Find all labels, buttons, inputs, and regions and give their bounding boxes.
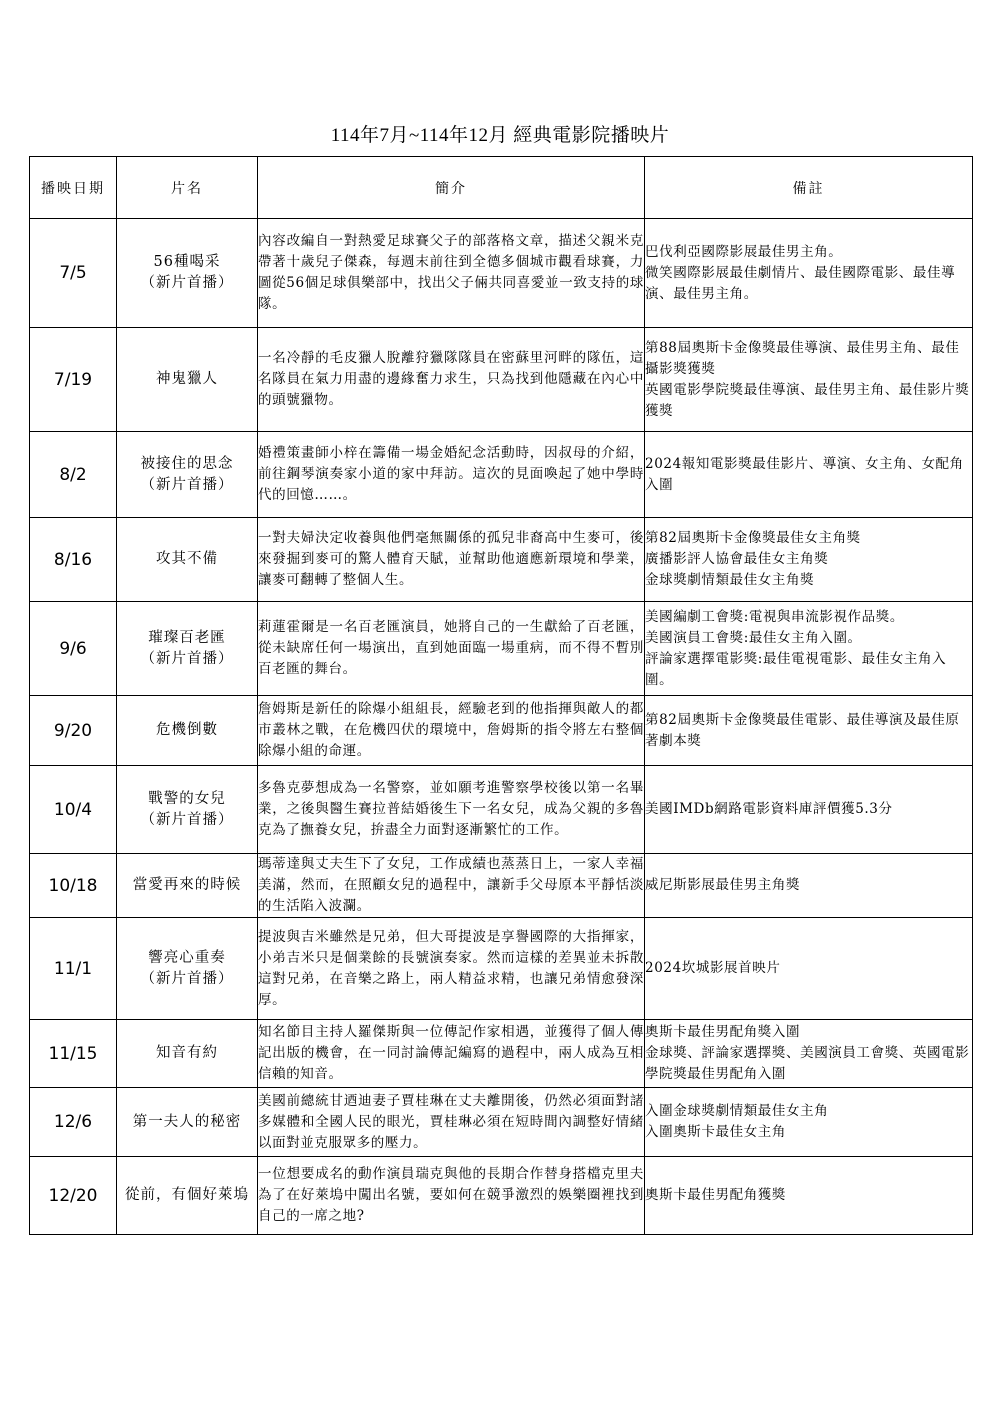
film-title: 響亮心重奏 xyxy=(148,949,226,966)
header-film: 片名 xyxy=(117,157,258,219)
table-header-row xyxy=(30,157,973,219)
screening-date: 11/1 xyxy=(30,918,117,1020)
film-synopsis: 一對夫婦決定收養與他們毫無關係的孤兒非裔高中生麥可，後來發掘到麥可的驚人體育天賦，並幫助他適應新環境和學業，讓麥可翻轉了整個人生。 xyxy=(258,518,645,602)
table-row xyxy=(30,1157,973,1235)
film-title: 當愛再來的時候 xyxy=(132,877,242,893)
remark-line: 評論家選擇電影獎:最佳電視電影、最佳女主角入圍。 xyxy=(645,650,947,688)
film-synopsis: 詹姆斯是新任的除爆小組組長，經驗老到的他指揮與敵人的都市叢林之戰，在危機四伏的環境中，詹姆斯的指令將左右整個除爆小組的命運。 xyxy=(258,696,645,766)
remark-line: 微笑國際影展最佳劇情片、最佳國際電影、最佳導演、最佳男主角。 xyxy=(645,264,956,302)
film-remarks xyxy=(645,219,973,328)
table-row xyxy=(30,696,973,766)
remark-line: 入圍奧斯卡最佳女主角 xyxy=(645,1124,786,1140)
film-title: 攻其不備 xyxy=(156,551,218,567)
table-row xyxy=(30,854,973,918)
remark-line: 英國電影學院獎最佳導演、最佳男主角、最佳影片獎獲獎 xyxy=(645,381,970,419)
remark-line: 奧斯卡最佳男配角獲獎 xyxy=(645,1187,786,1203)
screening-date: 10/4 xyxy=(30,766,117,854)
film-cell xyxy=(117,219,258,328)
premiere-tag: （新片首播） xyxy=(140,275,234,291)
screening-date: 11/15 xyxy=(30,1020,117,1088)
film-title: 知音有約 xyxy=(156,1045,218,1061)
film-title: 56種喝采 xyxy=(153,254,221,270)
film-synopsis: 一位想要成名的動作演員瑞克與他的長期合作替身搭檔克里夫為了在好萊塢中闖出名號，要如何在競爭激烈的娛樂圈裡找到自己的一席之地? xyxy=(258,1157,645,1235)
screening-schedule-table xyxy=(29,156,973,1235)
film-title: 被接住的思念 xyxy=(140,455,234,472)
remark-line: 威尼斯影展最佳男主角獎 xyxy=(645,877,801,893)
table-row xyxy=(30,1020,973,1088)
table-row xyxy=(30,766,973,854)
film-synopsis: 瑪蒂達與丈夫生下了女兒，工作成績也蒸蒸日上，一家人幸福美滿，然而，在照顧女兒的過程中，讓新手父母原本平靜恬淡的生活陷入波瀾。 xyxy=(258,854,645,918)
film-cell xyxy=(117,918,258,1020)
table-row xyxy=(30,219,973,328)
film-title: 神鬼獵人 xyxy=(156,371,218,387)
film-title: 戰警的女兒 xyxy=(148,790,226,807)
film-cell xyxy=(117,1157,258,1235)
header-date: 播映日期 xyxy=(30,157,117,219)
film-cell xyxy=(117,1020,258,1088)
film-title: 璀璨百老匯 xyxy=(148,629,226,646)
table-row xyxy=(30,918,973,1020)
header-remarks: 備註 xyxy=(645,157,973,219)
screening-date: 7/5 xyxy=(30,219,117,328)
page-title: 114年7月~114年12月 經典電影院播映片 xyxy=(330,125,670,146)
premiere-tag: （新片首播） xyxy=(140,811,234,828)
table-row xyxy=(30,1088,973,1157)
film-remarks xyxy=(645,1088,973,1157)
film-synopsis: 一名冷靜的毛皮獵人脫離狩獵隊隊員在密蘇里河畔的隊伍，這名隊員在氣力用盡的邊緣奮力求生，只為找到他隱藏在內心中的頭號獵物。 xyxy=(258,328,645,432)
film-synopsis: 知名節目主持人羅傑斯與一位傳記作家相遇，並獲得了個人傳記出版的機會，在一同討論傳記編寫的過程中，兩人成為互相信賴的知音。 xyxy=(258,1020,645,1088)
premiere-tag: （新片首播） xyxy=(140,650,234,667)
screening-date: 8/16 xyxy=(30,518,117,602)
screening-date: 10/18 xyxy=(30,854,117,918)
remark-line: 金球獎、評論家選擇獎、美國演員工會獎、英國電影學院獎最佳男配角入圍 xyxy=(645,1045,970,1082)
film-remarks xyxy=(645,696,973,766)
remark-line: 第82屆奧斯卡金像獎最佳女主角獎 xyxy=(645,530,861,546)
film-remarks xyxy=(645,918,973,1020)
film-remarks xyxy=(645,766,973,854)
remark-line: 美國演員工會獎:最佳女主角入圍。 xyxy=(645,629,862,646)
film-cell xyxy=(117,766,258,854)
remark-line: 入圍金球獎劇情類最佳女主角 xyxy=(645,1103,829,1119)
film-remarks xyxy=(645,328,973,432)
screening-date: 9/20 xyxy=(30,696,117,766)
remark-line: 美國編劇工會獎:電視與串流影視作品獎。 xyxy=(645,608,904,625)
remark-line: 第88屆奧斯卡金像獎最佳導演、最佳男主角、最佳攝影獎獲獎 xyxy=(645,339,960,377)
film-synopsis: 莉蓮霍爾是一名百老匯演員，她將自己的一生獻給了百老匯，從未缺席任何一場演出，直到她面臨一場重病，而不得不暫別百老匯的舞台。 xyxy=(258,602,645,696)
screening-date: 8/2 xyxy=(30,432,117,518)
film-remarks xyxy=(645,1020,973,1088)
screening-date: 9/6 xyxy=(30,602,117,696)
table-body xyxy=(30,219,973,1235)
premiere-tag: （新片首播） xyxy=(140,476,234,493)
remark-line: 巴伐利亞國際影展最佳男主角。 xyxy=(645,243,843,260)
remark-line: 第82屆奧斯卡金像獎最佳電影、最佳導演及最佳原著劇本獎 xyxy=(645,711,960,749)
header-synopsis: 簡介 xyxy=(258,157,645,219)
film-cell xyxy=(117,854,258,918)
film-title: 從前，有個好萊塢 xyxy=(125,1187,249,1203)
screening-date: 7/19 xyxy=(30,328,117,432)
table-row xyxy=(30,328,973,432)
screening-date: 12/20 xyxy=(30,1157,117,1235)
film-cell xyxy=(117,518,258,602)
screening-date: 12/6 xyxy=(30,1088,117,1157)
film-cell xyxy=(117,328,258,432)
remark-line: 廣播影評人協會最佳女主角獎 xyxy=(645,551,829,567)
remark-line: 2024坎城影展首映片 xyxy=(645,960,781,976)
film-remarks xyxy=(645,1157,973,1235)
film-remarks xyxy=(645,602,973,696)
film-title: 危機倒數 xyxy=(156,722,218,738)
table-row xyxy=(30,518,973,602)
film-synopsis: 內容改編自一對熱愛足球賽父子的部落格文章，描述父親米克帶著十歲兒子傑森，每週末前往到全德多個城市觀看球賽，力圖從56個足球俱樂部中，找出父子倆共同喜愛並一致支持的球隊。 xyxy=(258,219,645,328)
film-title: 第一夫人的秘密 xyxy=(132,1113,242,1130)
film-cell xyxy=(117,1088,258,1157)
film-cell xyxy=(117,602,258,696)
film-synopsis: 多魯克夢想成為一名警察，並如願考進警察學校後以第一名畢業，之後與醫生賽拉普結婚後生下一名女兒，成為父親的多魯克為了撫養女兒，拚盡全力面對逐漸繁忙的工作。 xyxy=(258,766,645,854)
film-synopsis: 婚禮策畫師小梓在籌備一場金婚紀念活動時，因叔母的介紹，前往鋼琴演奏家小道的家中拜訪。這次的見面喚起了她中學時代的回憶……。 xyxy=(258,432,645,518)
remark-line: 奧斯卡最佳男配角獎入圍 xyxy=(645,1024,801,1040)
remark-line: 2024報知電影獎最佳影片、導演、女主角、女配角入圍 xyxy=(645,455,964,493)
table-row xyxy=(30,432,973,518)
film-remarks xyxy=(645,518,973,602)
table-row xyxy=(30,602,973,696)
film-cell xyxy=(117,432,258,518)
film-cell xyxy=(117,696,258,766)
remark-line: 美國IMDb網路電影資料庫評價獲5.3分 xyxy=(645,801,893,817)
remark-line: 金球獎劇情類最佳女主角獎 xyxy=(645,572,815,588)
film-remarks xyxy=(645,854,973,918)
film-remarks xyxy=(645,432,973,518)
premiere-tag: （新片首播） xyxy=(140,970,234,987)
film-synopsis: 美國前總統甘迺迪妻子賈桂琳在丈夫離開後，仍然必須面對諸多媒體和全國人民的眼光，賈桂琳必須在短時間內調整好情緒以面對並克服眾多的壓力。 xyxy=(258,1088,645,1157)
film-synopsis: 提波與吉米雖然是兄弟，但大哥提波是享譽國際的大指揮家，小弟吉米只是個業餘的長號演奏家。然而這樣的差異並未拆散這對兄弟，在音樂之路上，兩人精益求精，也讓兄弟情愈發深厚。 xyxy=(258,918,645,1020)
